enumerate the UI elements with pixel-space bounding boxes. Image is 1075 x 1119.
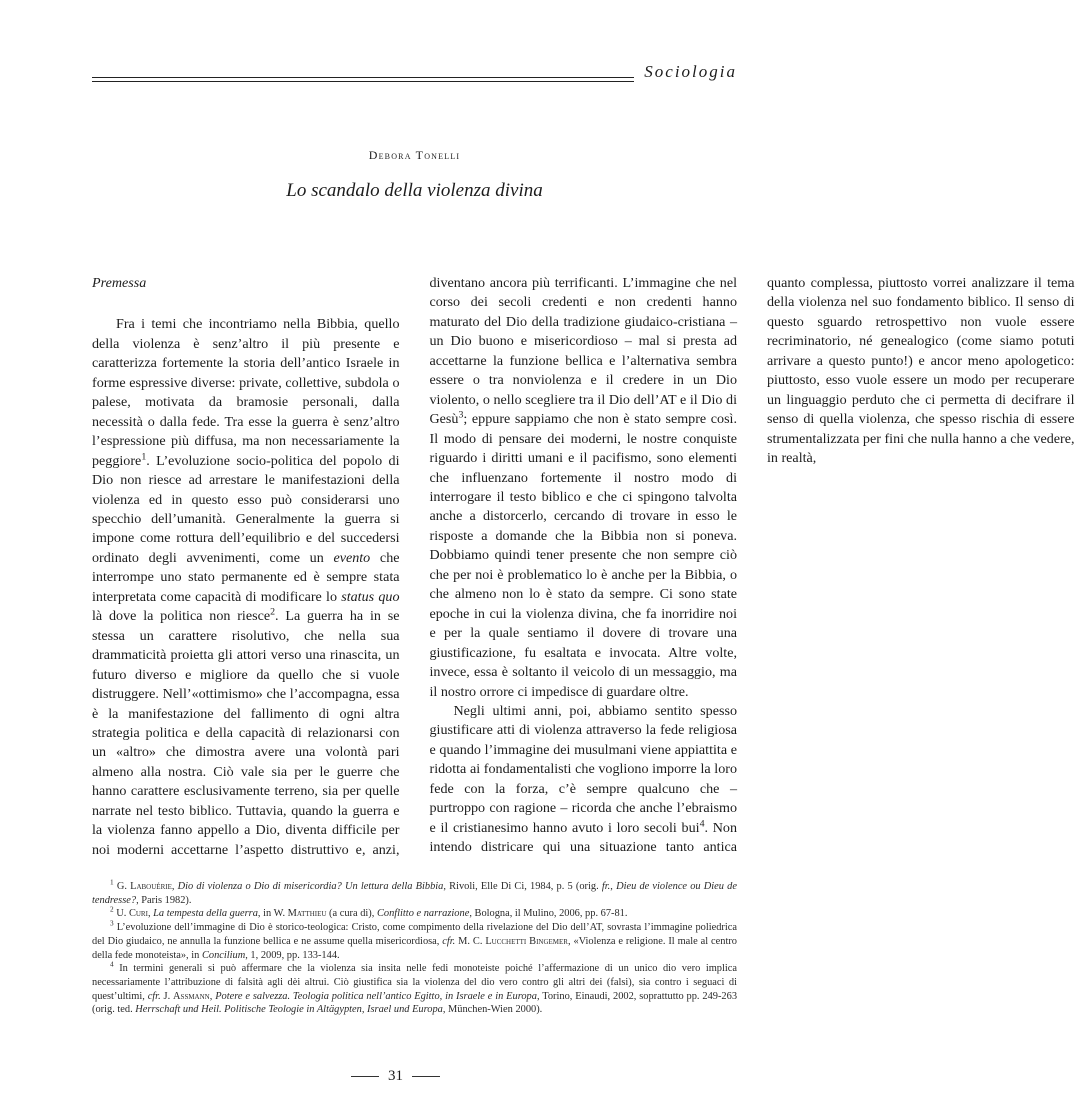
footnote-title: La tempesta della guerra	[153, 908, 258, 920]
section-subheading: Premessa	[92, 275, 147, 291]
text-run: . L’evoluzione socio-politica del popolo di Dio non riesce ad arrestare le manifestazioni della violenza ed in questo esso può considerarsi uno specchio dell’umanità. Generalmente la guerra si impone come rottura dell’equilibrio e del succedersi ordinato degli avvenimenti, come un	[92, 452, 400, 566]
footnote-number: 1	[110, 878, 114, 887]
footnote-ref-1: 1	[141, 450, 147, 462]
footnote-author: Assmann	[173, 990, 210, 1002]
text-run: che interrompe uno stato permanente ed è sempre stata interpretata come capacità di modificare lo	[92, 549, 400, 605]
section-label: Sociologia	[634, 62, 737, 82]
text-run: cfr.	[147, 990, 161, 1002]
footnote-author: U. Curi	[116, 908, 148, 920]
footnote-title: Potere e salvezza. Teologia politica nell’antico Egitto, in Israele e in Europa	[215, 990, 537, 1002]
text-run: ,	[147, 908, 154, 920]
italic-term: status quo	[341, 588, 400, 605]
footnote-ref-4: 4	[699, 818, 705, 829]
footnote-editor: Matthieu	[287, 908, 327, 920]
text-run: ,	[209, 990, 216, 1002]
text-run: , Torino, Einaudi, 2002, soprattutto pp. 249-263 (orig. ted.	[92, 990, 738, 1016]
text-run: Fra i temi che incontriamo nella Bibbia, quello della violenza è senz’altro il più presente e caratterizza fortemente la storia dell’antico Israele in forme espressive diverse: private, collettive, subdola o palese, motivata da bramosie personali, dalla necessità o dalla fede. Tra esse la guerra è senz’altro l’espressione più diffusa, ma non necessariamente la peggiore	[92, 316, 400, 469]
article-author: Debora Tonelli	[368, 148, 461, 162]
text-run: cfr.	[442, 935, 456, 947]
footnote-2	[92, 907, 737, 921]
footnote-title: Dio di violenza o Dio di misericordia? Un lettura della Bibbia	[177, 881, 444, 892]
footnote-3	[92, 921, 737, 962]
article-body	[92, 274, 1075, 866]
text-run: ,	[610, 881, 617, 892]
footnote-number: 2	[110, 905, 114, 914]
section-header	[92, 58, 737, 94]
footnote-book: Conflitto e narrazione	[376, 908, 470, 920]
text-run: , 1, 2009, pp. 133-144.	[245, 949, 340, 961]
text-run: Negli ultimi anni, poi, abbiamo sentito spesso giustificare atti di violenza attraverso la fede religiosa e quando l’immagine dei musulmani viene appiattita e ridotta ai fondamentalisti che vogliono imporre la loro fede con la forza, c’è sempre qualcuno che – purtroppo con ragione – ricorda che anche l’ebraismo e il cristianesimo hanno avuto i loro secoli bui	[429, 702, 737, 836]
text-run: , Paris 1982).	[136, 894, 192, 906]
article-title: Lo scandalo della violenza divina	[286, 180, 543, 201]
footnote-number: 4	[110, 960, 114, 969]
text-run: fr.	[601, 881, 611, 892]
page-number-dash-right	[412, 1076, 440, 1077]
text-run: . La guerra ha in se stessa un carattere risolutivo, che nella sua drammaticità proietta gli attori verso una rinascita, un futuro diverso e migliore da quello che si vuole distruggere. Nell’«ottimismo» che l’accompagna, essa è la manifestazione del fallimento di ogni altra strategia politica e della capacità di relazionarsi con un «altro» che dimostra avere una volontà pari almeno alla nostra. Ciò vale sia per le guerre che hanno carattere esclusivamente terreno, sia per quelle narrate nel testo biblico. Tuttavia, quando la guerra e la violenza fanno appello a Dio, diventa difficile per noi moderni accettarne l’aspetto distruttivo e, anzi, diventano ancora più terrificanti. L’immagine che nel corso dei secoli credenti e non credenti hanno maturato del Dio della tradizione giudaico-cristiana – un Dio buono e misericordioso – mal si presta ad accettarne la funzione bellica e l’alternativa sembra essere o tra nonviolenza e il credere in un Dio violento, o nello scegliere tra il Dio dell’AT e il Dio di Gesù	[92, 275, 737, 858]
italic-term: evento	[333, 549, 371, 566]
footnotes	[92, 880, 737, 1017]
footnote-4	[92, 962, 737, 1017]
text-run: , München-Wien 2000).	[442, 1004, 543, 1016]
text-run: , Bologna, il Mulino, 2006, pp. 67-81.	[469, 908, 628, 920]
text-run: (a cura di),	[326, 908, 377, 920]
text-run: In termini generali si può affermare che la violenza sia insita nelle fedi monoteiste poiché l’affermazione di un unico dio vero implica necessariamente l’attribuzione di falsità agli dèi altrui. Ciò giustifica sia la violenza del dio vero contro gli altri dei (falsi), sia contro i seguaci di quest’ultimi,	[92, 963, 737, 1002]
text-run: là dove la politica non riesce	[92, 608, 271, 625]
text-run: ; eppure sappiamo che non è stato sempre così. Il modo di pensare dei moderni, le nostre conquiste riguardo i diritti umani e il pacifismo, sono elementi che influenzano fortemente il nostro modo di interrogare il testo biblico e che ci spingono talvolta anche a distorcerlo, cercando di trovare in esso le risposte a domande che la Bibbia non si poneva. Dobbiamo quindi tener presente che non sempre ciò che per noi è problematico lo è anche per la Bibbia, o che almeno non lo è stato da sempre. Ci sono state epoche in cui la violenza divina, che fa inorridire noi e per la quale sentiamo il dovere di trovare una giustificazione, fu esaltata e invocata. Altre volte, invece, essa è soltanto il veicolo di un messaggio, ma il nostro orrore ci impedisce di guardare oltre.	[429, 411, 737, 700]
text-run: , «Violenza e religione. Il male al centro della fede monoteista», in	[92, 935, 737, 961]
text-run: ,	[171, 881, 178, 892]
footnote-journal: Concilium	[201, 949, 246, 961]
text-run: L’evoluzione dell’immagine di Dio è storico-teologica: Cristo, come compimento della rivelazione del Dio dell’AT, sovrasta l’immagine poliedrica del Dio giudaico, ne annulla la funzione bellica e ne assume quella misericordiosa,	[92, 922, 737, 947]
text-run: , in W.	[257, 908, 288, 920]
footnote-author: G. Labouérie	[116, 881, 172, 892]
footnote-ref-2: 2	[270, 606, 276, 618]
footnote-number: 3	[110, 919, 114, 928]
page-number-dash-left	[351, 1076, 379, 1077]
text-run: . Non intendo districare qui una situazione tanto antica quanto complessa, piuttosto vorrei analizzare il tema della violenza nel suo fondamento biblico. Il senso di questo sguardo retrospettivo non vuole essere recriminatorio, né genealogico (come siamo potuti arrivare a questo punto!) e ancor meno apologetico: piuttosto, esso vuole essere un modo per recuperare un linguaggio perduto che ci permetta di decifrare il senso di quella violenza, che spesso rischia di essere strumentalizzata per fini che nulla hanno a che vedere, in realtà,	[429, 275, 1075, 856]
text-run: , Rivoli, Elle Di Ci, 1984, p. 5 (orig.	[443, 881, 602, 892]
text-run: M. C.	[455, 935, 486, 947]
footnote-1	[92, 880, 737, 907]
footnote-ref-3: 3	[458, 409, 464, 421]
page-number: 31	[388, 1068, 403, 1084]
footnote-original-title: Herrschaft und Heil. Politische Teologie in Altägypten, Israel und Europa	[135, 1004, 443, 1016]
page-number-footer	[0, 1068, 791, 1085]
footnote-author: Lucchetti Bingemer	[485, 935, 568, 947]
text-run: J.	[160, 990, 174, 1002]
footnote-original-title: Dieu de violence ou Dieu de tendresse?	[92, 881, 737, 906]
